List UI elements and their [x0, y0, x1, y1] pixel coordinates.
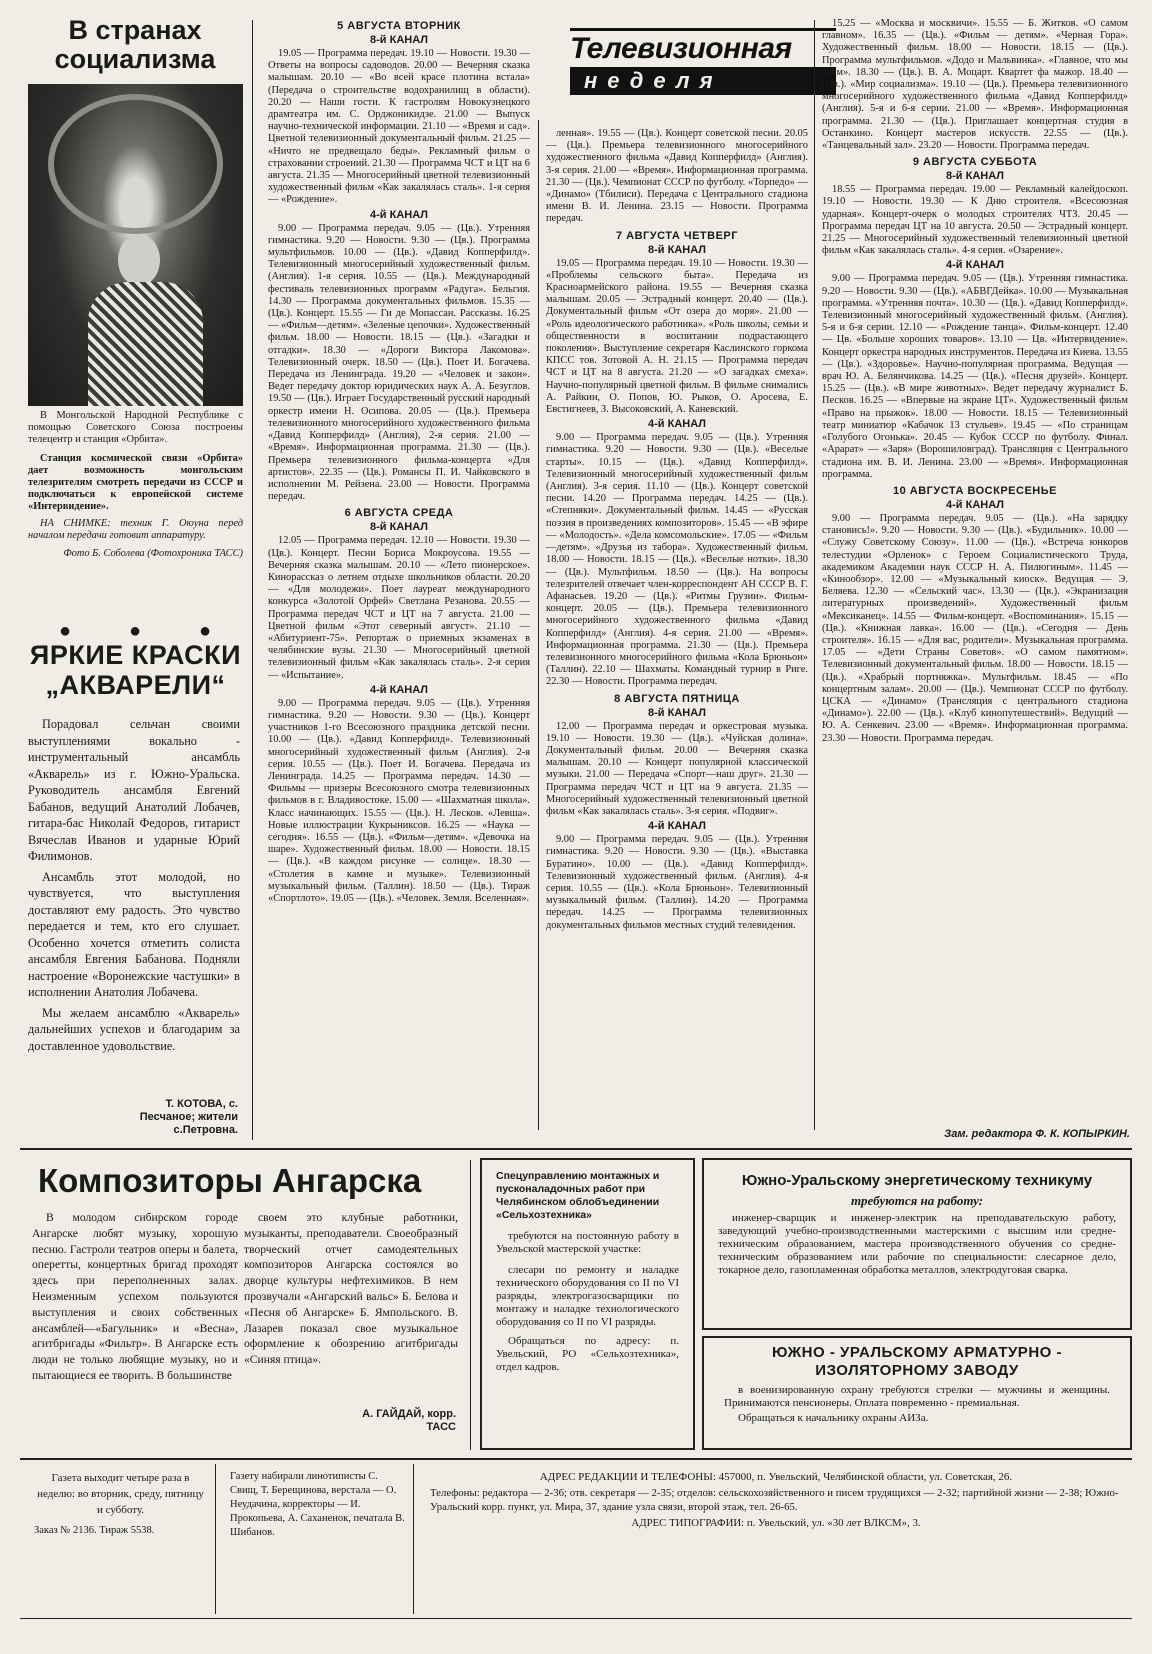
photo-caption: В Монгольской Народной Республике с помощью Советского Союза построены телецентр и станция «Орбита».	[28, 410, 243, 446]
photo-caption-2: Станция космической связи «Орбита» дает возможность монгольским телезрителям смотреть передачи из СССР и подключаться к европейской системе «Интервидение».	[28, 452, 243, 513]
composers-col-1	[32, 1210, 238, 1440]
footer-address-box	[420, 1464, 1132, 1614]
footer-bottom-rule	[20, 1618, 1132, 1619]
tv-listing-text: 12.00 — Программа передач и оркестровая музыка. 19.10 — Новости. 19.30 — (Цв.). «Чуйская долина». Документальный фильм. 20.00 — Вечерняя сказка малышам. 20.10 — Концерт популярной классической музыки. 21.00 — Передача «Спорт—наш друг». 21.30 — Программа передач ЧСТ и ЦТ на 9 августа. 21.35 — Многосерийный художественный телевизионный цветной фильм «Как закалялась сталь». 3-я серия. «Подвиг».	[546, 720, 808, 817]
tv-week-title	[570, 28, 836, 104]
composers-text-2: своем это клубные работники, музыканты, преподаватели. Своеобразный творческий отчет самодеятельных композиторов Ангарска состоялся во дворце культуры нефтехимиков. В нем прозвучали «Ангарский вальс» Б. Белова и «Песня об Ангарске» Б. Ямпольского. В. Лазарев показал свое музыкальное оформление к обозрению агитбригады «Синяя птица».	[244, 1211, 458, 1367]
section-divider	[20, 1148, 1132, 1150]
ad-selhoztehnika	[480, 1158, 695, 1450]
ad-zavod-address: Обращаться к начальнику охраны АИЗа.	[738, 1412, 929, 1424]
bullet-icon: ●	[128, 620, 142, 642]
footer-typeset: Газету набирали линотиписты С. Свищ, Т. Берещинова, верстала — О. Неудачина, корректоры — И. Прокопьева, А. Саханенок, печатала В. Шибанов.	[230, 1471, 405, 1538]
tv-title-line-1: Телевизионная	[570, 28, 836, 67]
tv-column-2	[546, 128, 808, 1140]
footer-address-title: АДРЕС РЕДАКЦИИ И ТЕЛЕФОНЫ: 457000, п. Увельский, Челябинской области, ул. Советская, 26.	[539, 1471, 1013, 1483]
tv-listing-text: 9.00 — Программа передач. 9.05 — (Цв.). Утренняя гимнастика. 9.20 — Новости. 9.30 — (Цв.). Программа мультфильмов. 10.00 — (Цв.). «Давид Копперфилд». Телевизионный многосерийный художественный фильм. (Англия). 1-я серия. 10.55 — (Цв.). Международный фестиваль телевизионных программ «Радуга». Бельгия. 14.30 — Программа документальных фильмов. 15.35 — (Цв.). Концерт. 15.55 — Ги де Мопассан. Рассказы. 16.25 — «Фильм—детям». «Зеленые цепочки». Художественный фильм. 18.00 — Новости. 18.15 — (Цв.). «Загадки и отгадки». 18.30 — «Дороги Виктора Лакомова». Телевизионный очерк. 18.50 — (Цв.). Поет И. Богачева. Передача из Ленинграда. 19.20 — «Человек и закон». Ведет передачу доктор юридических наук А. А. Безуглов. 19.50 — (Цв.). Играет Государственный русский народный оркестр имени Н. Осипова. 20.05 — (Цв.). Премьера телевизионного многосерийного художественного фильма «Давид Копперфилд» (Англия), 2-я серия. 21.00 — «Время». Информационная программа. 21.30 — (Цв.). Премьера телевизионного фильма-концерта «Для артистов». 22.35 — (Цв.). Романсы П. И. Чайковского в исполнении М. Рейзена. 23.00 — Новости. Программа передач.	[268, 222, 530, 503]
photo-credit: Фото Б. Соболева (Фотохроника ТАСС)	[63, 548, 243, 560]
tv-channel-heading: 8-й КАНАЛ	[648, 243, 706, 256]
ad-tech-sub: требуются на работу:	[850, 1193, 984, 1208]
tv-day-heading: 7 АВГУСТА ЧЕТВЕРГ	[616, 229, 738, 242]
article-paragraph: Порадовал сельчан своими выступлениями вокально - инструментальный ансамбль «Акварель» из г. Южно-Уральска. Руководитель ансамбля Евгений Бабанов, ведущий Анатолий Лобачев, гитара-бас Николай Федоров, гитарист Вячеслав Иванов и ударные Юрий Филимонов.	[28, 717, 240, 863]
photo-caption-block	[28, 410, 243, 610]
bullet-icon: ●	[198, 620, 212, 642]
tv-channel-heading: 4-й КАНАЛ	[370, 208, 428, 221]
column-divider	[470, 1160, 471, 1450]
composers-title: Композиторы Ангарска	[38, 1162, 422, 1199]
tv-listing-text: 9.00 — Программа передач. 9.05 — (Цв.). «На зарядку становись!». 9.20 — Новости. 9.30 — (Цв.). «Будильник». 10.00 — «Служу Советскому Союзу». 11.00 — (Цв.). «Встреча юнкоров телестудии «Орленок» с Героем Социалистического Труда, академиком Академии наук СССР Н. А. Пилюгиным». 11.45 — «Кинообзор». 12.00 — «Музыкальный киоск». Ведущая — Э. Беляева. 12.30 — «Сельский час». 13.30 — (Цв.). «Экранизация литературных произведений». Художественный фильм «Мексиканец». 14.55 — Фильм-концерт. «Воспоминания». 15.15 — (Цв.). «Книжная лавка». 16.00 — (Цв.). «Сегодня — День строителя». 16.15 — «Для вас, родители». Музыкальная программа. 17.05 — «Дети Страны Советов». «О самом памятном». Телевизионный документальный фильм. 18.00 — Новости. 18.15 — (Цв.). «Храбрый портняжка». Мультфильм. 18.45 — «По концертным залам». 20.00 — (Цв.). Чемпионат СССР по футболу. ЦСКА — «Динамо» (Трансляция с центрального стадиона «Динамо»). 22.00 — (Цв.). «Клуб кинопутешествий». Ведущий — Ю. А. Сенкевич. 23.00 — «Время». Информационная программа. 23.30 — Новости. Программа передач.	[822, 512, 1128, 744]
tv-listing-text: 12.05 — Программа передач. 12.10 — Новости. 19.30 — (Цв.). Концерт. Песни Бориса Мокроусова. 19.55 — Вечерняя сказка малышам. 20.10 — «Лето пионерское». Кинорассказ о летнем отдыхе школьников области. 20.20 — «Для молодежи». Поет лауреат международного конкурса «Золотой Орфей» Светлана Резанова. 20.55 — Программа передач ЧСТ и ЦТ на 7 августа. 21.00 — Цветной фильм «Этот северный август». 21.10 — «Абитуриент-75». Репортаж о приемных экзаменах в челябинские вузы. 21.30 — Многосерийный цветной телевизионный фильм «Как закалялась сталь». 2-я серия — «Испытание».	[268, 535, 530, 681]
article-title: ЯРКИЕ КРАСКИ „АКВАРЕЛИ“	[29, 640, 242, 700]
article-body	[28, 716, 240, 1116]
tv-listing-text: ленная». 19.55 — (Цв.). Концерт советской песни. 20.05 — (Цв.). Премьера телевизионного многосерийного художественного фильма «Давид Копперфилд» (Англия). 3-я серия. 21.00 — «Время». Информационная программа. 21.30 — (Цв.). Чемпионат СССР по футболу. «Торпедо» — «Динамо» (Тбилиси). Передача с Центрального стадиона имени В. И. Ленина. 23.15 — Новости. Программа передач.	[546, 128, 808, 225]
tv-channel-heading: 4-й КАНАЛ	[370, 683, 428, 696]
composers-text-1: В молодом сибирском городе Ангарске любят музыку, хорошую песню. Гастроли театров оперы и балета, оперетты, концертных бригад проходят здесь при переполненных залах. Неизменным успехом пользуются выступления и своих собственных ансамблей—«Багульник» и «Весна», агитбригады «Фильтр». В Ангарске есть люди не только любящие музыку, но и пытающиеся ее творить. В большинстве	[32, 1211, 238, 1382]
ad-tech-body: инженер-сварщик и инженер-электрик на преподавательскую работу, заведующий учебно-производственными мастерскими с высшим или средне-техническим образованием, мастера производственного обучения со средне-техническим образованием или рабочие по специальности: слесарное дело, токарное дело, газопламенная обработка металлов, электродуговая сварка.	[718, 1212, 1116, 1276]
tv-listing-text: 19.05 — Программа передач. 19.10 — Новости. 19.30 — Ответы на вопросы садоводов. 20.00 — Вечерняя сказка малышам. 20.10 — «Во всей красе плотина встала» (Передача о строительстве водохранилищ в области). 20.20 — Наши гости. К гастролям Новокузнецкого драмтеатра им. С. Орджоникидзе. 21.00 — Выпуск научно-технической информации. 21.10 — «Время и сад». Цветной телевизионный документальный фильм. 21.25 — «Ничто не предвещало беды». Рекламный фильм о страховании строений. 21.30 — Программа ЧСТ и ЦТ на 6 августа. 21.35 — Многосерийный цветной телевизионный художественный фильм «Как закалялась сталь». 1-я серия — «Рождение».	[268, 48, 530, 206]
footer-phones: Телефоны: редактора — 2-36; отв. секретаря — 2-35; отделов: сельскохозяйственного и писем трудящихся — 2-32; партийной жизни — 2-38; Южно-Уральский корр. пункт, ул. Мира, 37, здание узла связи, второй этаж, тел. 26-65.	[430, 1487, 1119, 1513]
tv-column-3	[822, 18, 1128, 1122]
tv-day-heading: 10 АВГУСТА ВОСКРЕСЕНЬЕ	[893, 484, 1057, 497]
footer-rule	[20, 1458, 1132, 1460]
footer-order: Заказ № 2136. Тираж 5538.	[34, 1525, 155, 1536]
footer-schedule-box	[26, 1464, 216, 1614]
footer-typeset-box	[222, 1464, 414, 1614]
tv-channel-heading: 4-й КАНАЛ	[648, 418, 706, 431]
tv-listing-text: 9.00 — Программа передач. 9.05 — (Цв.). Утренняя гимнастика. 9.20 — Новости. 9.30 — (Цв.). Концерт участников 1-го Всесоюзного праздника детской песни. 10.00 — (Цв.). «Давид Копперфилд». Телевизионный многосерийный художественный фильм (Англия). 2-я серия. 10.55 — (Цв.). Поет И. Богачева. Передача из Ленинграда. 14.25 — Программа передач. 14.30 — Фильмы — призеры Всесоюзного смотра телевизионных фильмов в г. Владивостоке. 15.00 — «Шахматная школа». Класс начинающих. 15.55 — (Цв.). Н. Лесков. «Левша». Новые иллюстрации Кукрыниксов. 16.25 — «Наука — сегодня». 16.55 — (Цв.). «Фильм—детям». «Девочка на шаре». Художественный фильм. 18.00 — Новости. 18.15 — (Цв.). «В каждом рисунке — солнце». 18.30 — «Столетия в камне и музыке». Телевизионный музыкальный фильм. (Таллин). 18.50 — (Цв.). Тираж «Спортлото». 19.05 — (Цв.). «Человек. Земля. Вселенная».	[268, 697, 530, 904]
composers-col-2	[244, 1210, 458, 1410]
column-divider	[538, 120, 539, 1130]
ad-selhoz-address: Обращаться по адресу: п. Увельский, РО «Сельхозтехника», отдел кадров.	[496, 1335, 679, 1373]
tv-channel-heading: 4-й КАНАЛ	[648, 820, 706, 833]
ad-zavod-head: ЮЖНО - УРАЛЬСКОМУ АРМАТУРНО - ИЗОЛЯТОРНОМУ ЗАВОДУ	[772, 1344, 1062, 1379]
tv-listing-text: 19.05 — Программа передач. 19.10 — Новости. 19.30 — «Проблемы сельского быта». Передача из Красноармейского района. 19.55 — Вечерняя сказка малышам. 20.05 — Эстрадный концерт. 20.40 — (Цв.). Документальный фильм «От озера до моря». 21.00 — «Роль идеологического работника». «Роль школы, семьи и общественности в воспитании подрастающего поколения». Выступление секретаря Каслинского горкома КПСС тов. Зотовой А. Н. 21.15 — Программа передач ЧСТ и ЦТ на 8 августа. 21.20 — «О загадках смеха». Научно-популярный цветной фильм. В фильме снимались А. Райкин, О. Попов, Ю. Рыков, О. Аросева, Е. Евстигнеев, З. Высоковский, А. Каневский.	[546, 257, 808, 416]
column-divider	[814, 20, 815, 1130]
tv-column-1	[268, 16, 530, 1142]
tv-title-line-2: неделя	[570, 67, 836, 95]
ad-selhoz-head: Спецуправлению монтажных и пусконаладочных работ при Челябинском облобъединении «Сельхозтехника»	[496, 1170, 660, 1221]
tv-channel-heading: 4-й КАНАЛ	[946, 498, 1004, 511]
ad-selhoz-body: слесари по ремонту и наладке технического оборудования со II по VI разряды, электрогазосварщики по монтажу и наладке технологического оборудования со II по VI разряды.	[496, 1264, 679, 1328]
tv-channel-heading: 8-й КАНАЛ	[946, 170, 1004, 183]
article-signature: Т. КОТОВА, с. Песчаное; жители с.Петровна.	[139, 1098, 238, 1136]
tv-listing-text: 9.00 — Программа передач. 9.05 — (Цв.). Утренняя гимнастика. 9.20 — Новости. 9.30 — (Цв.). «Выставка Буратино». 10.00 — (Цв.). «Давид Копперфилд». Телевизионный художественный фильм. (Англия). 4-я серия. 10.55 — (Цв.). «Кола Брюньон». Телевизионный музыкальный фильм. (Таллин). 14.20 — Программа передач. 14.25 — Программа телевизионных документальных фильмов местных студий телевидения.	[546, 834, 808, 931]
footer-schedule: Газета выходит четыре раза в неделю: во вторник, среду, пятницу и субботу.	[37, 1472, 204, 1516]
article-paragraph: Мы желаем ансамблю «Акварель» дальнейших успехов и благодарим за доставленное удовольствие.	[28, 1005, 240, 1053]
editor-line: Зам. редактора Ф. К. КОПЫРКИН.	[944, 1128, 1130, 1140]
news-photo	[28, 84, 243, 406]
ad-zavod-body: в военизированную охрану требуются стрелки — мужчины и женщины. Принимаются пенсионеры. Оплата повременно - премиальная.	[724, 1384, 1110, 1409]
tv-listing-text: 15.25 — «Москва и москвичи». 15.55 — Б. Житков. «О самом главном». 16.35 — (Цв.). «Фильм — детям». «Черная Гора». Художественный фильм. 18.00 — Новости. 18.15 — (Цв.). Программа мультфильмов. «Додо и Мальвинка». «Главное, что мы едем». 18.30 — (Цв.). В. А. Моцарт. Квартет фа мажор. 18.40 — (Цв.). «Мир социализма». 19.10 — (Цв.). Премьера телевизионного многосерийного художественного фильма «Давид Копперфилд» (Англия). 5-я и 6-я серии. 21.00 — «Время». Информационная программа. 21.30 — (Цв.). Приглашает концертная студия в Останкино. Концерт мастеров искусств. 22.55 — (Цв.). «Танцевальный зал». 23.20 — Новости. Программа передач.	[822, 18, 1128, 152]
tv-channel-heading: 8-й КАНАЛ	[370, 34, 428, 46]
photo-caption-3: НА СНИМКЕ: техник Г. Оюуна перед началом передачи готовит аппаратуру.	[28, 517, 243, 541]
section-heading: В странах социализма	[54, 15, 216, 74]
tv-day-heading: 6 АВГУСТА СРЕДА	[344, 507, 454, 520]
bullet-icon: ●	[58, 620, 72, 642]
tv-channel-heading: 8-й КАНАЛ	[370, 521, 428, 534]
tv-listing-text: 18.55 — Программа передач. 19.00 — Рекламный калейдоскоп. 19.10 — Новости. 19.30 — К Дню строителя. «Всесоюзная ударная». Концерт-очерк о молодых строителях ЧТЗ. 20.45 — Программа передач ЦТ на 10 августа. 20.50 — Эстрадный концерт. 21.25 — Многосерийный художественный телевизионный цветной фильм «Как закалялась сталь». 4-я серия. «Озарение».	[822, 184, 1128, 257]
tv-listing-text: 9.00 — Программа передач. 9.05 — (Цв.). Утренняя гимнастика. 9.20 — Новости. 9.30 — (Цв.). «АБВГДейка». 10.00 — Музыкальная программа. «Утренняя почта». 10.30 — (Цв.). «Давид Копперфилд». Телевизионный многосерийный художественный фильм. (Англия). 5-я и 6-я серии. 12.10 — «Рождение танца». Фильм-концерт. 12.40 — Цв. «Больше хороших товаров». 13.10 — Цв. «Интервидение». Концерт оркестра народных инструментов. Передача из Киева. 13.55 — (Цв.). «Здоровье». Научно-популярная программа. Ведущая — врач Ю. А. Белянчикова. 14.25 — (Цв.). «Песня друзей». Концерт. 15.25 — (Цв.). «В мире животных». Ведет передачу журналист Б. Песков. 16.25 — «Впервые на экране ЦТ». Художественный фильм «Право на прыжок». 18.00 — Новости. 18.15 — Телевизионный театр миниатюр «Кабачок 13 стульев». 19.45 — «По страницам «Голубого Огонька». 20.45 — Кубок СССР по футболу. Финал. «Арарат» — «Заря» (Ворошиловград). Трансляция с Центрального стадиона им. В. И. Ленина. 23.00 — «Время». Информационная программа.	[822, 273, 1128, 480]
tv-day-heading: 8 АВГУСТА ПЯТНИЦА	[614, 692, 740, 705]
composers-signature: А. ГАЙДАЙ, корр. ТАСС	[362, 1408, 456, 1433]
tv-day-heading: 9 АВГУСТА СУББОТА	[912, 156, 1038, 169]
ad-tech-head: Южно-Уральскому энергетическому техникуму	[741, 1172, 1093, 1189]
article-paragraph: Ансамбль этот молодой, но чувствуется, что выступления доставляют ему радость. Это чувство передается и тем, кто его слушает. Особенно хочется отметить солиста ансамбля Евгения Бабанова. Подняли настроение «Воронежские частушки» в исполнении Анатолия Лобачева.	[28, 869, 240, 999]
footer-print-address: АДРЕС ТИПОГРАФИИ: п. Увельский, ул. «30 лет ВЛКСМ», 3.	[631, 1517, 921, 1529]
tv-listing-text: 9.00 — Программа передач. 9.05 — (Цв.). Утренняя гимнастика. 9.20 — Новости. 9.30 — (Цв.). «Веселые старты». 10.15 — (Цв.). «Давид Копперфилд». Телевизионный многосерийный художественный фильм (Англия). 3-я серия. 11.10 — (Цв.). Концерт советской песни. 14.20 — Программа передач. 14.25 — (Цв.). «Степняки». Документальный фильм. 14.45 — «Русская поэзия в произведениях композиторов». 15.45 — «В эфире — «Молодость». «Дела комсомольские». 17.05 — «Фильм—детям». «Друзья из табора». Художественный фильм. 18.00 — Новости. 18.15 — (Цв.). «Веселые нотки». 18.30 — (Цв.). Мультфильм. 18.50 — (Цв.). На вопросы телезрителей отвечает член-корреспондент АН СССР В. Г. Афанасьев. 19.20 — (Цв.). «Ритмы Грузии». Фильм-концерт. 20.05 — (Цв.). Премьера телевизионного многосерийного художественного фильма «Давид Копперфилд» (Англия). 4-я серия. 21.00 — «Время». Информационная программа. 21.30 — (Цв.). Премьера телевизионного многосерийного фильма «Кола Брюньон» (Таллин). 22.10 — Шахматы. Командный турнир в Риге. 22.30 — Новости. Программа передач.	[546, 432, 808, 688]
ad-selhoz-lead: требуются на постоянную работу в Увельской мастерской участке:	[496, 1230, 679, 1255]
tv-day-heading: 5 АВГУСТА ВТОРНИК	[337, 20, 461, 32]
ad-technikum	[702, 1158, 1132, 1330]
column-divider	[252, 20, 253, 1140]
ad-zavod	[702, 1336, 1132, 1450]
tv-channel-heading: 4-й КАНАЛ	[946, 259, 1004, 272]
tv-channel-heading: 8-й КАНАЛ	[648, 706, 706, 719]
